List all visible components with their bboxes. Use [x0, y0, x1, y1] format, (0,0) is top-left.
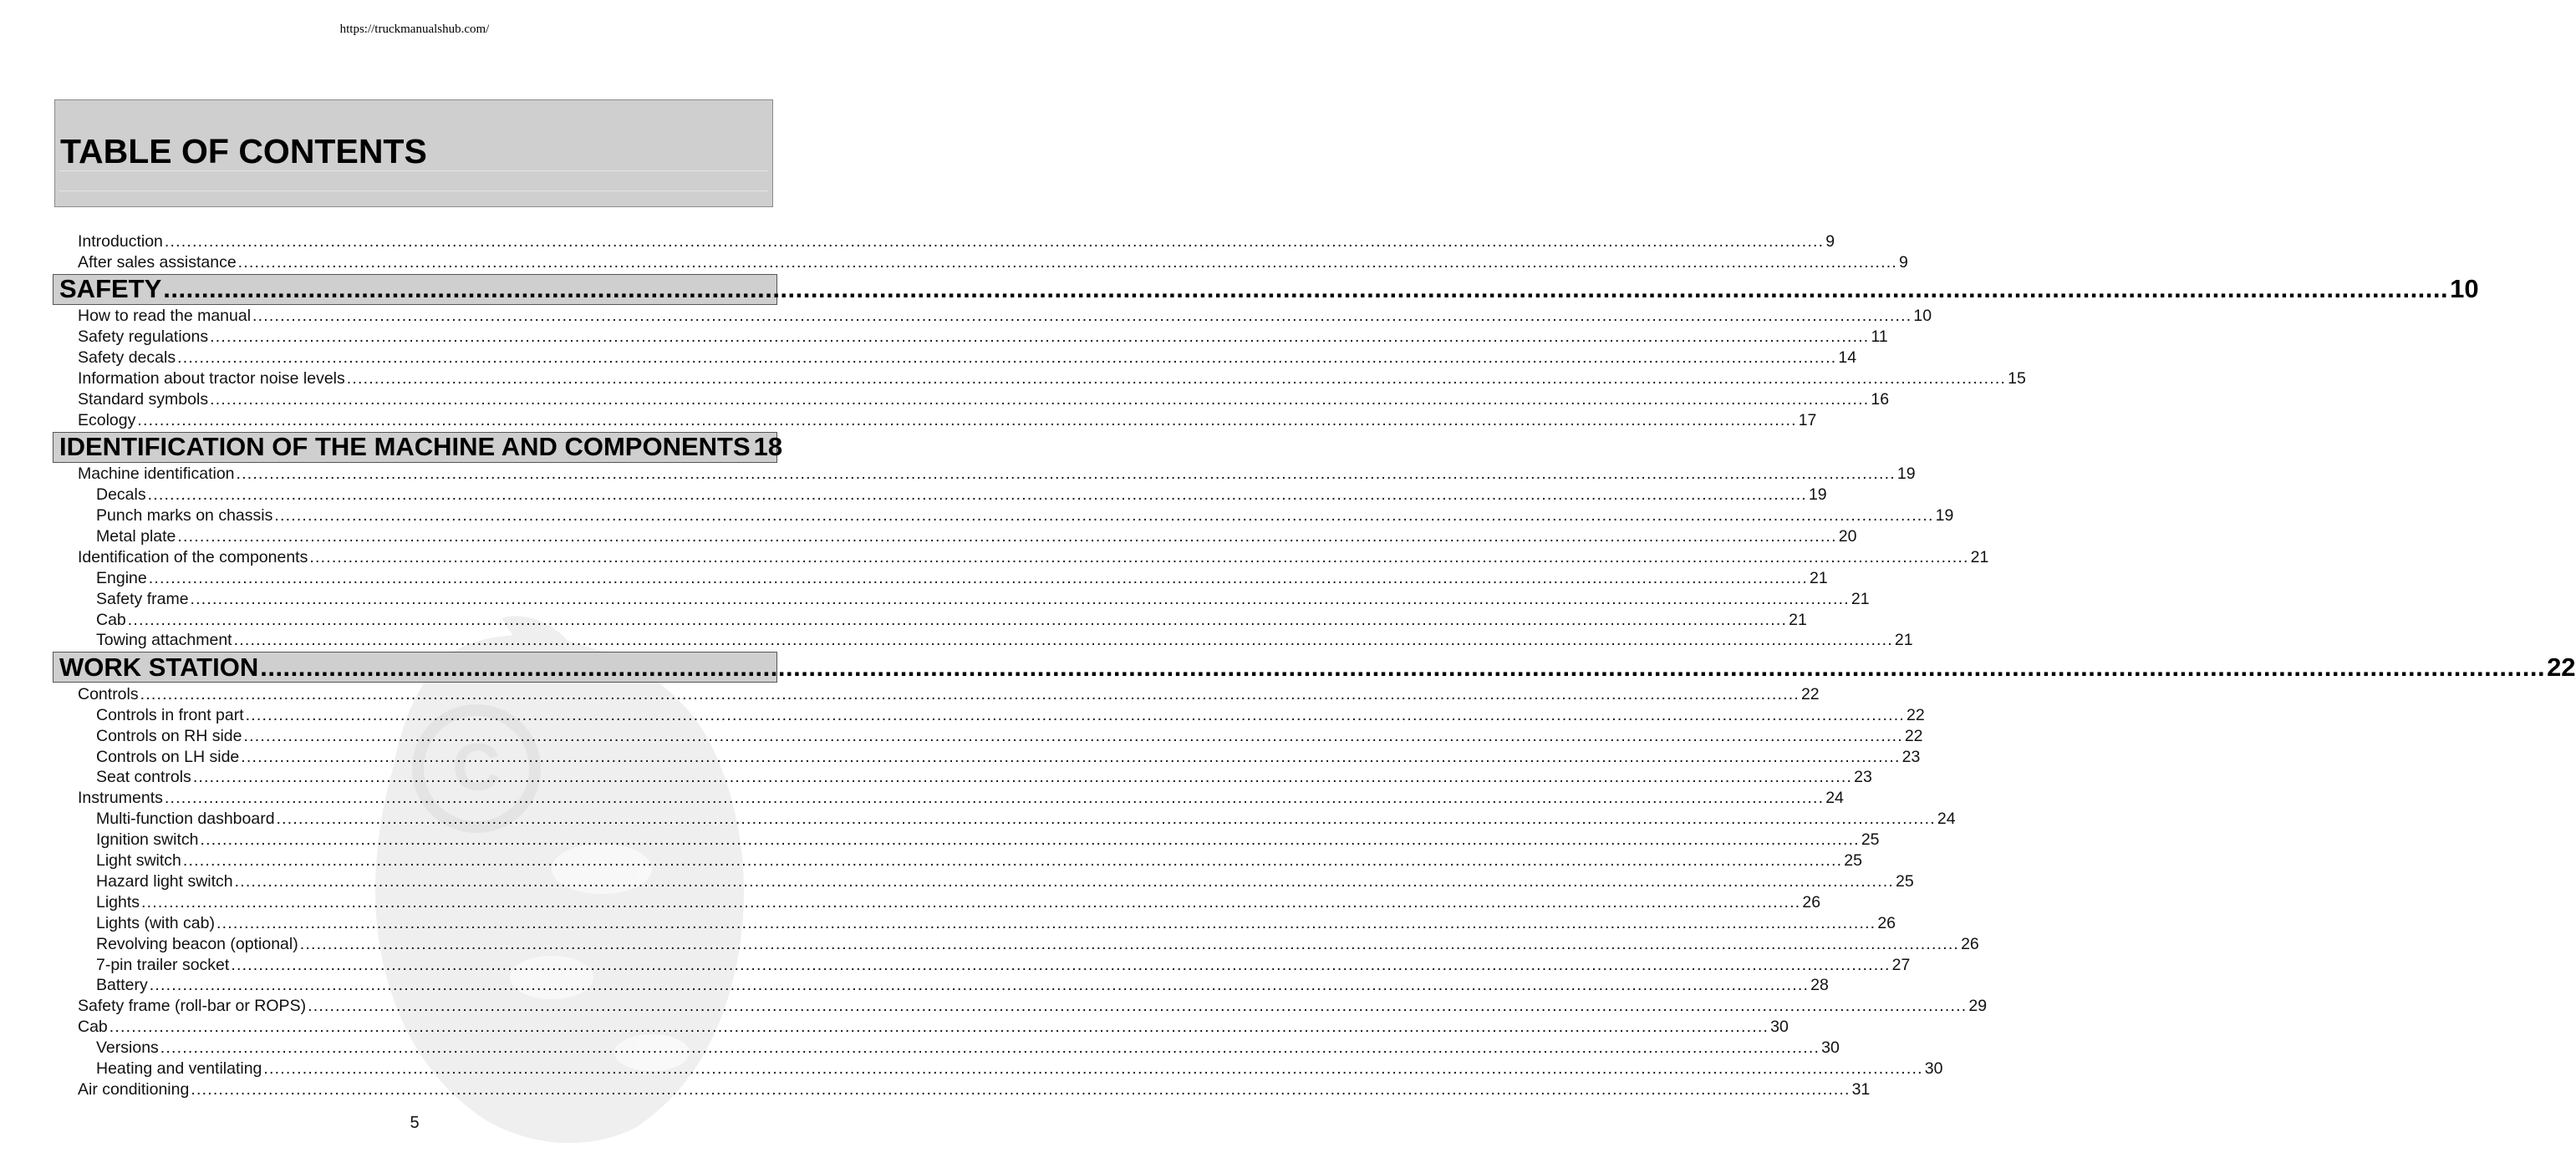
dot-leader: ............................................................................................................................................................................................................................................................................................................	[191, 1079, 1851, 1099]
toc-subentry[interactable]	[96, 705, 1925, 725]
dot-leader: ............................................................................................................................................................................................................................................................................................................	[308, 997, 1968, 1016]
entry-title: Multi-function dashboard	[96, 810, 275, 829]
dot-leader: ............................................................................................................................................................................................................................................................................................................	[252, 307, 1912, 326]
toc-subentry[interactable]	[96, 767, 1872, 787]
entry-page-number: 26	[1802, 892, 1821, 911]
toc-subentry[interactable]	[96, 955, 1911, 975]
toc-entry[interactable]	[78, 996, 1988, 1016]
toc-subentry[interactable]	[96, 747, 1921, 767]
toc-entry[interactable]	[78, 684, 1820, 704]
dot-leader: ............................................................................................................................................................................................................................................................................................................	[276, 810, 1936, 829]
entry-page-number: 9	[1825, 232, 1835, 251]
entry-title: Safety frame (roll-bar or ROPS)	[78, 997, 307, 1016]
toc-section-heading[interactable]	[53, 652, 2576, 683]
entry-title: Cab	[96, 610, 126, 629]
entry-title: How to read the manual	[78, 307, 252, 326]
toc-subentry[interactable]	[96, 726, 1923, 746]
entry-page-number: 10	[1913, 307, 1932, 326]
dot-leader: ............................................................................................................................................................................................................................................................................................................	[309, 547, 1969, 566]
entry-title: Machine identification	[78, 465, 235, 484]
entry-title: Decals	[96, 485, 146, 505]
entry-page-number: 27	[1891, 955, 1911, 974]
toc-subentry[interactable]	[96, 568, 1828, 588]
dot-leader: ............................................................................................................................................................................................................................................................................................................	[137, 410, 1797, 429]
section-title: WORK STATION	[59, 652, 259, 682]
entry-title: Safety frame	[96, 589, 189, 608]
dot-leader: ............................................................................................................................................................................................................................................................................................................	[299, 934, 1960, 953]
toc-entry[interactable]	[78, 464, 1916, 484]
dot-leader: ............................................................................................................................................................................................................................................................................................................	[234, 871, 1894, 891]
entry-title: Seat controls	[96, 768, 191, 787]
entry-page-number: 28	[1810, 976, 1829, 995]
dot-leader: ............................................................................................................................................................................................................................................................................................................	[141, 892, 1801, 911]
entry-title: Towing attachment	[96, 631, 232, 650]
entry-page-number: 11	[1871, 328, 1888, 347]
toc-entry[interactable]	[78, 327, 1888, 347]
entry-title: Light switch	[96, 851, 181, 870]
toc-entry[interactable]	[78, 348, 1857, 368]
page-number: 5	[410, 1114, 420, 1132]
entry-page-number: 24	[1937, 810, 1956, 829]
entry-page-number: 26	[1877, 913, 1896, 932]
entry-page-number: 23	[1901, 747, 1921, 766]
entry-title: Safety decals	[78, 348, 176, 368]
dot-leader: ............................................................................................................................................................................................................................................................................................................	[163, 274, 2449, 304]
toc-entry[interactable]	[78, 306, 1932, 326]
entry-page-number: 25	[1895, 871, 1914, 891]
entry-title: Versions	[96, 1038, 159, 1058]
dot-leader: ............................................................................................................................................................................................................................................................................................................	[260, 652, 2546, 682]
dot-leader: ............................................................................................................................................................................................................................................................................................................	[140, 684, 1800, 703]
toc-subentry[interactable]	[96, 630, 1913, 650]
toc-entry[interactable]	[78, 410, 1817, 430]
dot-leader: ............................................................................................................................................................................................................................................................................................................	[190, 589, 1850, 608]
entry-page-number: 19	[1935, 506, 1954, 525]
entry-page-number: 17	[1798, 410, 1817, 429]
toc-subentry[interactable]	[96, 830, 1880, 850]
section-page-number: 10	[2450, 274, 2479, 304]
entry-page-number: 30	[1770, 1018, 1789, 1037]
toc-subentry[interactable]	[96, 892, 1821, 912]
dot-leader: ............................................................................................................................................................................................................................................................................................................	[160, 1038, 1820, 1058]
dot-leader: ............................................................................................................................................................................................................................................................................................................	[149, 976, 1810, 995]
entry-title: Ignition switch	[96, 830, 199, 850]
entry-title: Safety regulations	[78, 328, 209, 347]
entry-title: Punch marks on chassis	[96, 506, 273, 525]
svg-text:C: C	[452, 729, 501, 804]
dot-leader: ............................................................................................................................................................................................................................................................................................................	[177, 526, 1837, 546]
toc-entry[interactable]	[78, 368, 2026, 388]
entry-page-number: 30	[1924, 1059, 1943, 1078]
toc-subentry[interactable]	[96, 610, 1807, 630]
entry-page-number: 14	[1838, 348, 1857, 368]
entry-page-number: 22	[1800, 684, 1820, 703]
entry-title: Cab	[78, 1018, 108, 1037]
dot-leader: ............................................................................................................................................................................................................................................................................................................	[164, 789, 1825, 808]
dot-leader: ............................................................................................................................................................................................................................................................................................................	[245, 705, 1905, 724]
dot-leader: ............................................................................................................................................................................................................................................................................................................	[243, 726, 1903, 745]
entry-title: Ecology	[78, 410, 136, 429]
entry-page-number: 16	[1871, 389, 1890, 409]
entry-title: Metal plate	[96, 526, 176, 546]
entry-page-number: 21	[1810, 568, 1828, 587]
dot-leader: ............................................................................................................................................................................................................................................................................................................	[109, 1018, 1769, 1037]
entry-page-number: 15	[2008, 369, 2026, 388]
entry-page-number: 19	[1808, 485, 1827, 505]
toc-subentry[interactable]	[96, 485, 1827, 505]
entry-page-number: 20	[1838, 526, 1857, 546]
entry-title: Controls on RH side	[96, 726, 242, 745]
dot-leader: ............................................................................................................................................................................................................................................................................................................	[237, 252, 1897, 272]
toc-section-heading[interactable]	[53, 274, 2479, 305]
toc-subentry[interactable]	[96, 809, 1956, 829]
entry-page-number: 25	[1861, 830, 1880, 850]
toc-subentry[interactable]	[96, 851, 1862, 871]
dot-leader: ............................................................................................................................................................................................................................................................................................................	[147, 485, 1807, 505]
entry-page-number: 21	[1789, 610, 1807, 629]
dot-leader: ............................................................................................................................................................................................................................................................................................................	[210, 328, 1870, 347]
toc-subentry[interactable]	[96, 526, 1857, 546]
dot-leader: ............................................................................................................................................................................................................................................................................................................	[177, 348, 1837, 368]
dot-leader: ............................................................................................................................................................................................................................................................................................................	[192, 768, 1853, 787]
toc-entry[interactable]	[78, 231, 1835, 251]
entry-page-number: 25	[1844, 851, 1862, 870]
entry-title: Battery	[96, 976, 148, 995]
entry-page-number: 9	[1899, 252, 1908, 272]
dot-leader: ............................................................................................................................................................................................................................................................................................................	[216, 913, 1876, 932]
toc-entry[interactable]	[78, 788, 1844, 808]
entry-page-number: 26	[1961, 934, 1979, 953]
toc-entry[interactable]	[78, 547, 1989, 567]
dot-leader: ............................................................................................................................................................................................................................................................................................................	[236, 465, 1896, 484]
dot-leader: ............................................................................................................................................................................................................................................................................................................	[127, 610, 1788, 629]
dot-leader: ............................................................................................................................................................................................................................................................................................................	[148, 568, 1809, 587]
entry-title: Introduction	[78, 232, 163, 251]
dot-leader: ............................................................................................................................................................................................................................................................................................................	[164, 232, 1825, 251]
dot-leader: ............................................................................................................................................................................................................................................................................................................	[210, 389, 1870, 409]
entry-page-number: 21	[1851, 589, 1870, 608]
entry-page-number: 24	[1825, 789, 1844, 808]
dot-leader: ............................................................................................................................................................................................................................................................................................................	[274, 506, 1934, 525]
toc-entry[interactable]	[78, 1017, 1789, 1037]
toc-subentry[interactable]	[96, 589, 1870, 609]
section-page-number: 22	[2547, 652, 2576, 682]
dot-leader: ............................................................................................................................................................................................................................................................................................................	[241, 747, 1901, 766]
entry-title: Standard symbols	[78, 389, 209, 409]
entry-title: Information about tractor noise levels	[78, 369, 345, 388]
dot-leader: ............................................................................................................................................................................................................................................................................................................	[231, 955, 1891, 974]
dot-leader: ............................................................................................................................................................................................................................................................................................................	[263, 1059, 1923, 1078]
entry-title: Air conditioning	[78, 1079, 190, 1099]
entry-page-number: 21	[1970, 547, 1989, 566]
entry-title: Lights	[96, 892, 140, 911]
entry-title: Engine	[96, 568, 147, 587]
toc-subentry[interactable]	[96, 934, 1979, 954]
section-page-number: 18	[753, 432, 783, 462]
page-title: TABLE OF CONTENTS	[60, 132, 427, 170]
toc-subentry[interactable]	[96, 505, 1954, 526]
entry-page-number: 22	[1907, 705, 1925, 724]
toc-section-heading[interactable]	[53, 432, 783, 463]
entry-page-number: 19	[1896, 465, 1916, 484]
entry-title: Hazard light switch	[96, 871, 233, 891]
entry-page-number: 22	[1904, 726, 1923, 745]
section-title: IDENTIFICATION OF THE MACHINE AND COMPONENTS	[59, 432, 751, 462]
toc-entry[interactable]	[78, 389, 1890, 409]
entry-page-number: 31	[1851, 1079, 1871, 1099]
toc-subentry[interactable]	[96, 975, 1829, 995]
toc-subentry[interactable]	[96, 1038, 1840, 1058]
entry-title: After sales assistance	[78, 252, 237, 272]
toc-entry[interactable]	[78, 1079, 1871, 1099]
entry-title: 7-pin trailer socket	[96, 955, 230, 974]
dot-leader: ............................................................................................................................................................................................................................................................................................................	[233, 631, 1893, 650]
entry-page-number: 23	[1854, 768, 1872, 787]
entry-page-number: 29	[1968, 997, 1988, 1016]
section-title: SAFETY	[59, 274, 162, 304]
entry-title: Lights (with cab)	[96, 913, 215, 932]
entry-title: Controls in front part	[96, 705, 244, 724]
entry-title: Controls on LH side	[96, 747, 240, 766]
entry-page-number: 30	[1821, 1038, 1840, 1058]
toc-subentry[interactable]	[96, 913, 1896, 933]
dot-leader: ............................................................................................................................................................................................................................................................................................................	[182, 851, 1843, 870]
toc-entry[interactable]	[78, 252, 1908, 272]
entry-title: Controls	[78, 684, 139, 703]
toc-subentry[interactable]	[96, 1059, 1943, 1079]
dot-leader: ............................................................................................................................................................................................................................................................................................................	[346, 369, 2007, 388]
toc-subentry[interactable]	[96, 871, 1914, 891]
dot-leader: ............................................................................................................................................................................................................................................................................................................	[200, 830, 1860, 850]
entry-title: Heating and ventilating	[96, 1059, 262, 1078]
entry-title: Revolving beacon (optional)	[96, 934, 298, 953]
entry-title: Instruments	[78, 789, 163, 808]
entry-title: Identification of the components	[78, 547, 308, 566]
header-url[interactable]: https://truckmanualshub.com/	[339, 23, 490, 36]
entry-page-number: 21	[1894, 631, 1913, 650]
